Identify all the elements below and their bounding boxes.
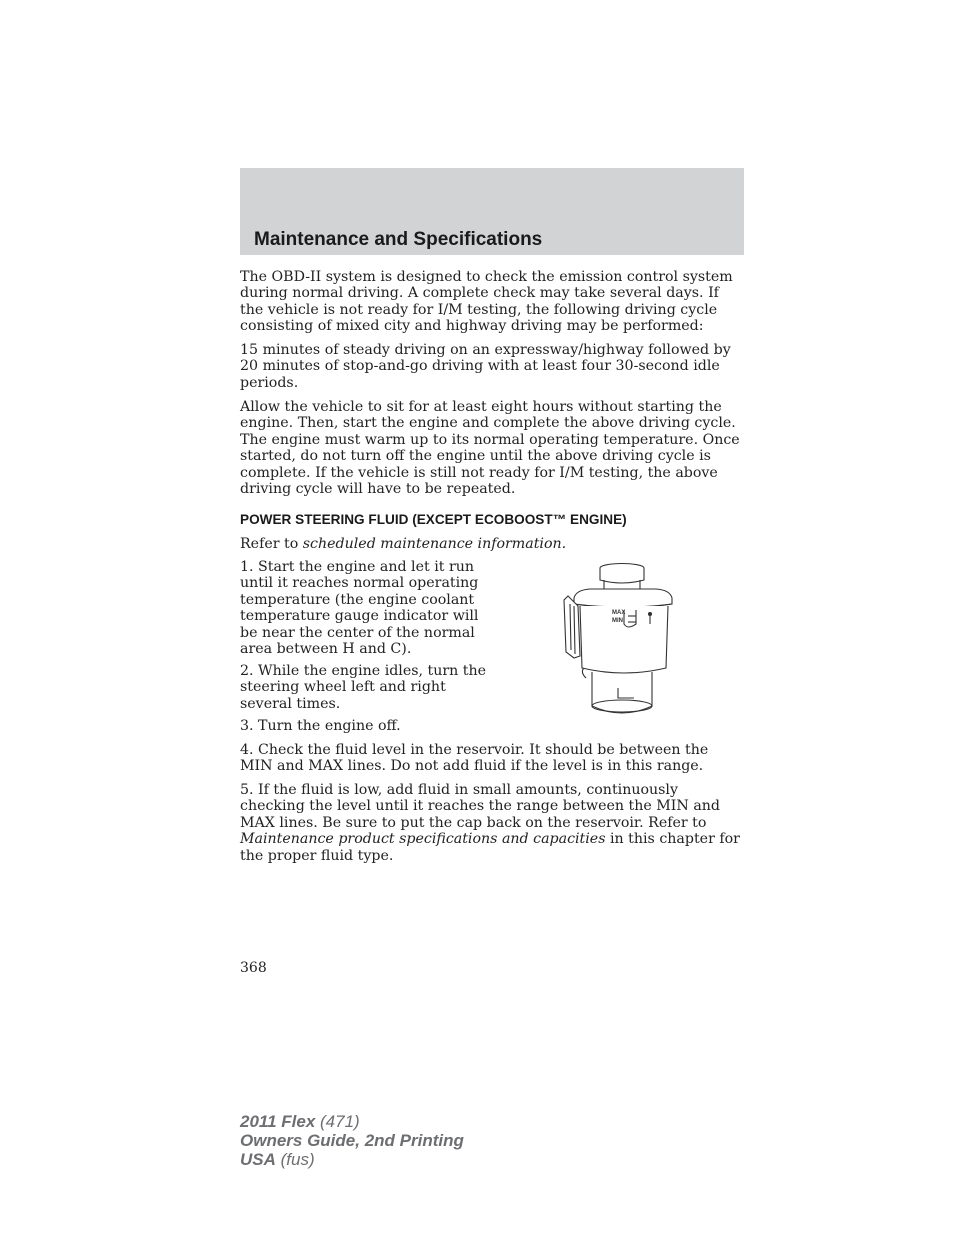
- step-4: 4. Check the fluid level in the reservoir. It should be between the MIN and MAX lines. Do not add fluid if the level is in this range.: [240, 742, 709, 775]
- step-2: 2. While the engine idles, turn the steering wheel left and right several times.: [240, 663, 487, 712]
- footer-line-2: [240, 1131, 464, 1150]
- power-steering-reservoir-icon: [560, 560, 688, 720]
- paragraph-driving-cycle: 15 minutes of steady driving on an expressway/highway followed by 20 minutes of stop-and-go driving with at least four 30-second idle periods.: [240, 342, 731, 391]
- footer-model-code: (471): [315, 1112, 360, 1131]
- footer-guide: Owners Guide, 2nd Printing: [240, 1131, 464, 1150]
- footer-region-code: (fus): [275, 1150, 315, 1169]
- step-3: 3. Turn the engine off.: [240, 718, 401, 734]
- paragraph-obd-intro: The OBD-II system is designed to check the emission control system during normal driving. A complete check may take several days. If the vehicle is not ready for I/M testing, the following driving cycle consisting of mixed city and highway driving may be performed:: [240, 269, 733, 335]
- min-label: MIN: [612, 618, 623, 624]
- paragraph-repeat-cycle: Allow the vehicle to sit for at least eight hours without starting the engine. Then, start the engine and complete the above driving cycle. The engine must warm up to its normal operating temperature. Once started, do not turn off the engine until the above driving cycle is complete. If the vehicle is still not ready for I/M testing, the above driving cycle will have to be repeated.: [240, 399, 740, 498]
- page-number: 368: [240, 960, 267, 976]
- footer-model: 2011 Flex: [240, 1112, 316, 1131]
- section-header-bar: [240, 168, 744, 255]
- step-1: 1. Start the engine and let it run until it reaches normal operating temperature (the engine coolant temperature gauge indicator will be near the center of the normal area between H and C).: [240, 559, 479, 658]
- footer-line-3: [240, 1150, 464, 1169]
- refer-link: scheduled maintenance information.: [302, 536, 567, 552]
- footer-line-1: [240, 1112, 464, 1131]
- refer-paragraph: [240, 536, 745, 552]
- footer: [240, 1112, 464, 1169]
- step-5-suffix: in this chapter for the proper fluid type.: [240, 831, 740, 864]
- step-5: [240, 782, 745, 864]
- section-heading: POWER STEERING FLUID (EXCEPT ECOBOOST™ ENGINE): [240, 512, 627, 527]
- step-5-link: Maintenance product specifications and capacities: [240, 831, 606, 848]
- page-title: Maintenance and Specifications: [254, 229, 543, 250]
- footer-region: USA: [240, 1150, 276, 1169]
- step-5-prefix: 5. If the fluid is low, add fluid in small amounts, continuously checking the level until it reaches the range between the MIN and MAX lines. Be sure to put the cap back on the reservoir. Refer to: [240, 782, 720, 831]
- refer-prefix: Refer to: [240, 536, 303, 552]
- max-label: MAX: [612, 610, 626, 616]
